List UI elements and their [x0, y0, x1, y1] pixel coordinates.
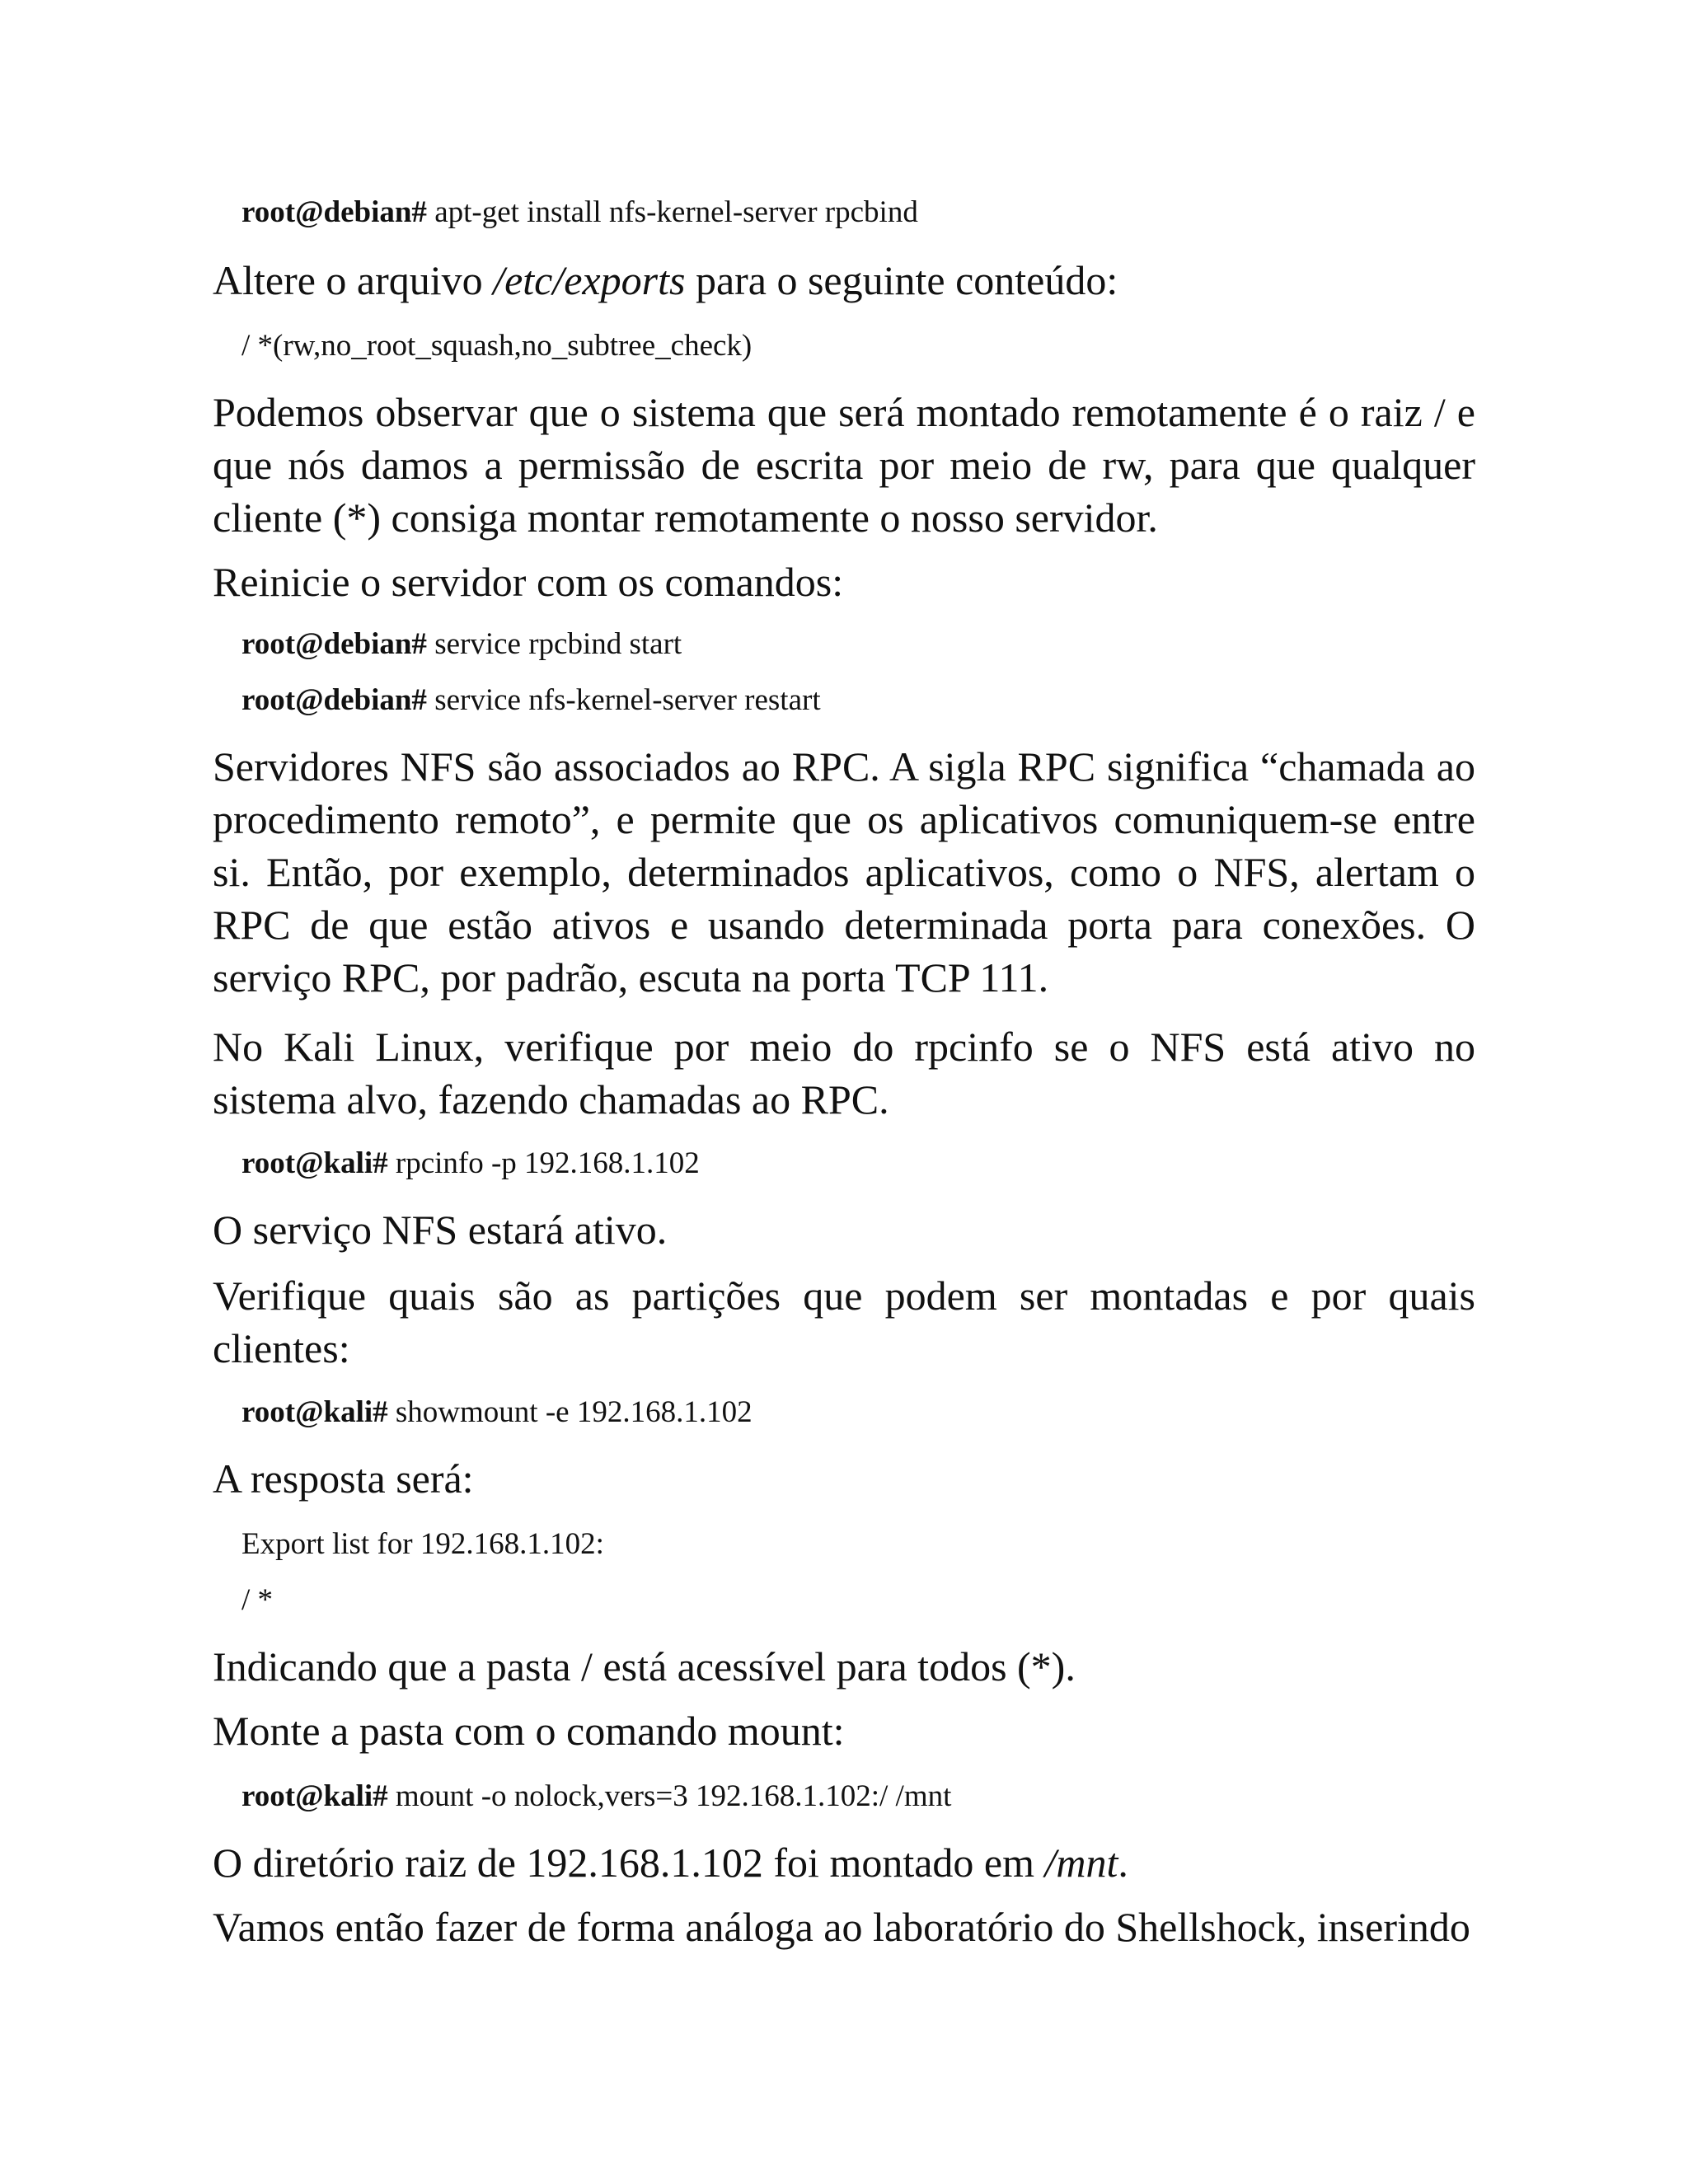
file-path: /etc/exports [493, 257, 686, 303]
paragraph-line: cliente (*) consiga montar remotamente o nosso servidor. [213, 494, 1158, 541]
paragraph-kali [213, 1020, 1475, 1126]
command-text: showmount -e 192.168.1.102 [387, 1395, 753, 1429]
paragraph-line: sistema alvo, fazendo chamadas ao RPC. [213, 1076, 889, 1122]
paragraph-resposta: A resposta será: [213, 1455, 474, 1502]
paragraph-verifique [213, 1269, 1475, 1375]
command-text: service nfs-kernel-server restart [426, 683, 821, 717]
text-run: Altere o arquivo [213, 257, 494, 303]
output-export-entry: / * [241, 1583, 274, 1617]
paragraph-line: Verifique quais são as partições que podem ser montadas e por quais [213, 1272, 1475, 1319]
command-line-rpcbind [241, 626, 682, 663]
shell-prompt: root@debian# [241, 683, 427, 717]
paragraph-line: clientes: [213, 1325, 350, 1371]
paragraph-vamos: Vamos então fazer de forma análoga ao laboratório do Shellshock, inserindo [213, 1904, 1470, 1950]
paragraph-line: Servidores NFS são associados ao RPC. A sigla RPC significa “chamada ao [213, 743, 1475, 790]
text-run: . [1118, 1840, 1128, 1886]
exports-config-line: / *(rw,no_root_squash,no_subtree_check) [241, 329, 753, 363]
command-line-showmount [241, 1394, 753, 1431]
text-run: para o seguinte conteúdo: [685, 257, 1118, 303]
paragraph-line: que nós damos a permissão de escrita por meio de rw, para que qualquer [213, 442, 1475, 488]
shell-prompt: root@debian# [241, 195, 427, 229]
paragraph-line: serviço RPC, por padrão, escuta na porta TCP 111. [213, 954, 1049, 1001]
command-line-rpcinfo [241, 1146, 700, 1182]
paragraph-indicando: Indicando que a pasta / está acessível para todos (*). [213, 1643, 1076, 1690]
shell-prompt: root@kali# [241, 1779, 388, 1813]
paragraph-line: procedimento remoto”, e permite que os aplicativos comuniquem-se entre [213, 796, 1475, 842]
mount-path: /mnt [1044, 1840, 1118, 1886]
command-line-install [241, 194, 918, 231]
command-text: mount -o nolock,vers=3 192.168.1.102:/ /mnt [387, 1779, 952, 1813]
paragraph-altere [213, 254, 1118, 307]
shell-prompt: root@debian# [241, 627, 427, 661]
paragraph-diretorio [213, 1836, 1128, 1889]
output-export-list: Export list for 192.168.1.102: [241, 1527, 604, 1561]
shell-prompt: root@kali# [241, 1146, 388, 1180]
paragraph-line: Podemos observar que o sistema que será montado remotamente é o raiz / e [213, 389, 1475, 435]
text-run: O diretório raiz de 192.168.1.102 foi montado em [213, 1840, 1045, 1886]
paragraph-line: si. Então, por exemplo, determinados aplicativos, como o NFS, alertam o [213, 849, 1475, 895]
command-line-mount [241, 1779, 951, 1815]
paragraph-line: No Kali Linux, verifique por meio do rpcinfo se o NFS está ativo no [213, 1024, 1475, 1070]
paragraph-line: RPC de que estão ativos e usando determinada porta para conexões. O [213, 902, 1475, 948]
command-line-nfs-restart [241, 682, 821, 719]
command-text: apt-get install nfs-kernel-server rpcbind [426, 195, 918, 229]
paragraph-servidores [213, 740, 1475, 1004]
command-text: service rpcbind start [426, 627, 682, 661]
paragraph-monte: Monte a pasta com o comando mount: [213, 1708, 845, 1754]
paragraph-nfs-ativo: O serviço NFS estará ativo. [213, 1207, 668, 1253]
paragraph-podemos [213, 386, 1475, 544]
paragraph-reinicie: Reinicie o servidor com os comandos: [213, 559, 844, 605]
shell-prompt: root@kali# [241, 1395, 388, 1429]
command-text: rpcinfo -p 192.168.1.102 [387, 1146, 700, 1180]
